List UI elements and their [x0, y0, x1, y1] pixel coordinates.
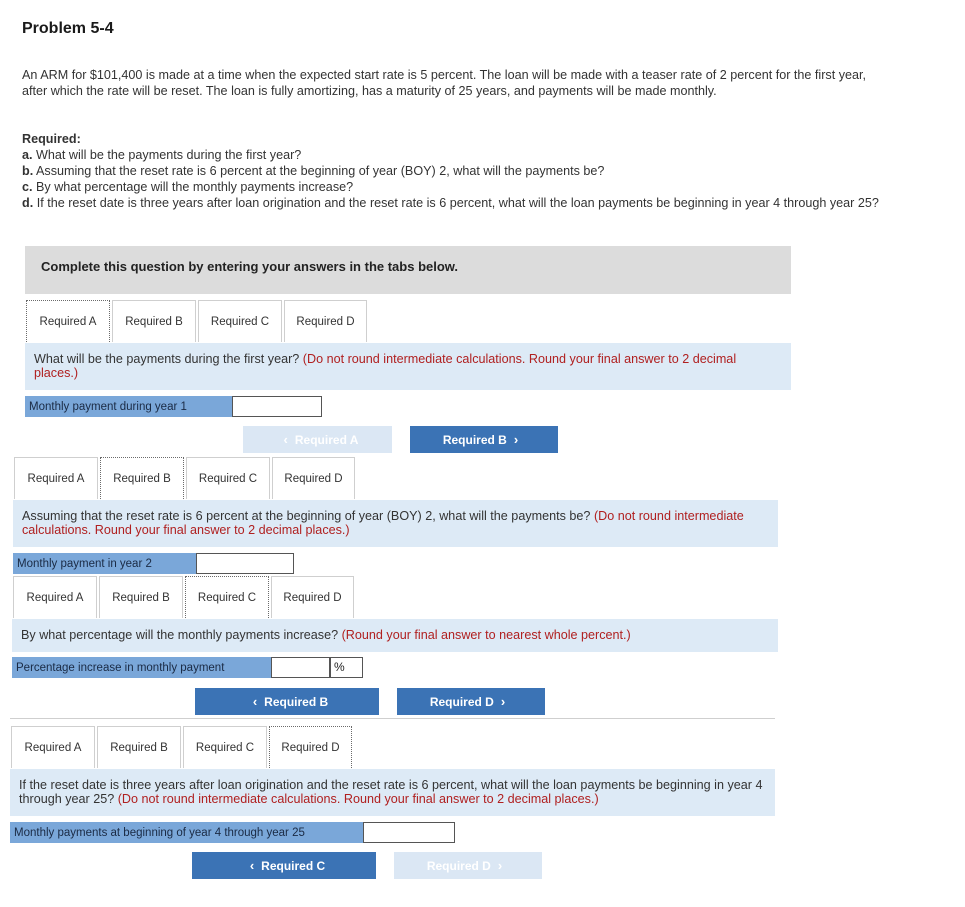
tab-bar-a	[25, 300, 791, 344]
tab-required-b[interactable]: Required B	[99, 576, 183, 618]
next-required-d-button[interactable]: Required D ›	[397, 688, 545, 715]
monthly-payment-year2-input[interactable]	[196, 553, 294, 574]
next-required-b-button[interactable]: Required B ›	[410, 426, 558, 453]
chevron-left-icon: ‹	[252, 694, 258, 709]
tab-required-d[interactable]: Required D	[284, 300, 367, 342]
chevron-right-icon: ›	[497, 858, 503, 873]
chevron-right-icon: ›	[500, 694, 506, 709]
chevron-left-icon: ‹	[249, 858, 255, 873]
section-divider	[10, 718, 775, 719]
instructions-banner: Complete this question by entering your answers in the tabs below.	[25, 246, 791, 294]
hint-a: (Do not round intermediate calculations. Round your final answer to 2 decimal places.)	[34, 352, 737, 380]
hint-d: (Do not round intermediate calculations. Round your final answer to 2 decimal places.)	[117, 792, 599, 806]
percentage-increase-input[interactable]	[271, 657, 330, 678]
hint-c: (Round your final answer to nearest whole percent.)	[341, 628, 631, 642]
tab-required-c[interactable]: Required C	[185, 576, 269, 618]
tab-required-c[interactable]: Required C	[198, 300, 282, 342]
tab-required-d[interactable]: Required D	[271, 576, 354, 618]
tab-required-d[interactable]: Required D	[272, 457, 355, 499]
prev-required-a-button[interactable]: ‹ Required A	[243, 426, 392, 453]
tab-required-b[interactable]: Required B	[100, 457, 184, 499]
required-heading: Required:	[22, 132, 81, 146]
tab-required-c[interactable]: Required C	[183, 726, 267, 768]
prev-required-b-button[interactable]: ‹ Required B	[195, 688, 379, 715]
requirement-d: d. If the reset date is three years after loan origination and the reset rate is 6 percent, what will the loan payments be beginning in year 4 through year 25?	[22, 196, 879, 210]
requirement-c: c. By what percentage will the monthly payments increase?	[22, 180, 354, 194]
tab-bar-b	[13, 457, 778, 501]
tab-required-a[interactable]: Required A	[26, 300, 110, 342]
requirements-block	[22, 131, 882, 211]
question-c: By what percentage will the monthly payments increase? (Round your final answer to nearest whole percent.)	[12, 619, 778, 652]
problem-intro: An ARM for $101,400 is made at a time when the expected start rate is 5 percent. The loan will be made with a teaser rate of 2 percent for the first year, after which the rate will be reset. The loan is fully amortizing, has a maturity of 25 years, and payments will be made monthly.	[22, 68, 866, 98]
question-a: What will be the payments during the first year? (Do not round intermediate calculations. Round your final answer to 2 decimal places.)	[25, 343, 791, 390]
field-label-a: Monthly payment during year 1	[25, 396, 232, 417]
tab-required-b[interactable]: Required B	[97, 726, 181, 768]
tab-required-a[interactable]: Required A	[11, 726, 95, 768]
hint-b: (Do not round intermediate calculations. Round your final answer to 2 decimal places.)	[22, 509, 744, 537]
tab-bar-c	[12, 576, 778, 620]
field-label-c: Percentage increase in monthly payment	[12, 657, 271, 678]
chevron-right-icon: ›	[513, 432, 519, 447]
field-label-d: Monthly payments at beginning of year 4 through year 25	[10, 822, 363, 843]
monthly-payments-year4-25-input[interactable]	[363, 822, 455, 843]
monthly-payment-year1-input[interactable]	[232, 396, 322, 417]
requirement-b: b. Assuming that the reset rate is 6 percent at the beginning of year (BOY) 2, what will the payments be?	[22, 164, 605, 178]
question-b: Assuming that the reset rate is 6 percent at the beginning of year (BOY) 2, what will the payments be? (Do not round intermediate calculations. Round your final answer to 2 decimal places.)	[13, 500, 778, 547]
tab-required-a[interactable]: Required A	[14, 457, 98, 499]
field-label-b: Monthly payment in year 2	[13, 553, 196, 574]
tab-required-a[interactable]: Required A	[13, 576, 97, 618]
prev-required-c-button[interactable]: ‹ Required C	[192, 852, 376, 879]
requirement-a: a. What will be the payments during the first year?	[22, 148, 302, 162]
tab-required-c[interactable]: Required C	[186, 457, 270, 499]
percent-unit: %	[330, 657, 363, 678]
problem-title: Problem 5-4	[22, 20, 114, 37]
question-d: If the reset date is three years after loan origination and the reset rate is 6 percent, what will the loan payments be beginning in year 4 through year 25? (Do not round intermediate calculations. Round your final answer to 2 decimal places.)	[10, 769, 775, 816]
tab-required-d[interactable]: Required D	[269, 726, 352, 768]
chevron-left-icon: ‹	[283, 432, 288, 447]
tab-required-b[interactable]: Required B	[112, 300, 196, 342]
next-required-d-disabled-button[interactable]: Required D ›	[394, 852, 542, 879]
tab-bar-d	[10, 726, 775, 770]
